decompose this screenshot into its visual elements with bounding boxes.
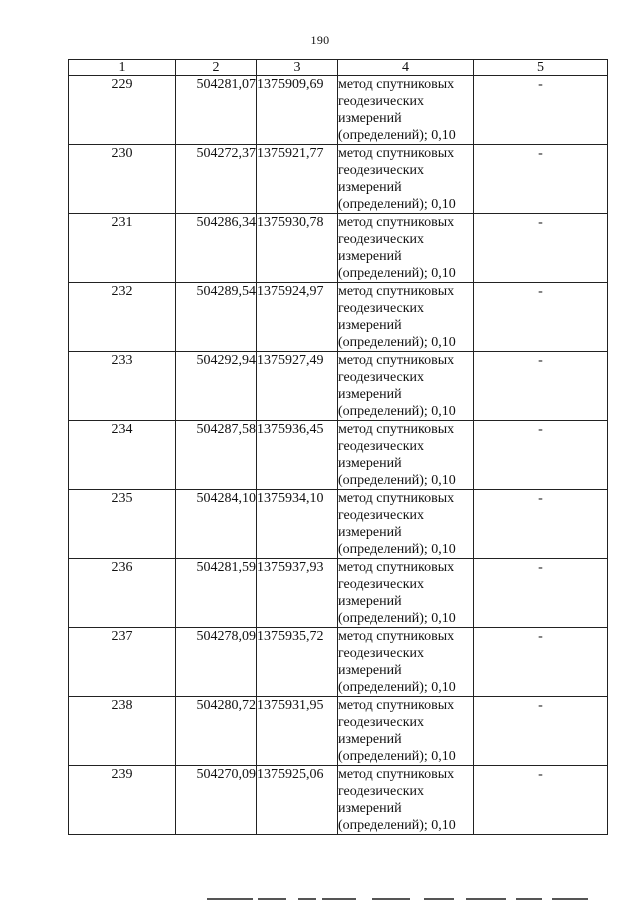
method-line: (определений); 0,10 (338, 680, 456, 695)
x-coordinate-cell: 504270,09 (176, 766, 257, 835)
method-cell (338, 559, 474, 628)
point-number-cell: 235 (69, 490, 176, 559)
method-line: геодезических (338, 508, 425, 523)
method-cell (338, 490, 474, 559)
table-row (69, 697, 608, 766)
method-cell (338, 145, 474, 214)
note-cell: - (474, 214, 608, 283)
note-cell: - (474, 352, 608, 421)
method-line: метод спутниковых (338, 422, 455, 437)
method-line: метод спутниковых (338, 629, 455, 644)
x-coordinate-cell: 504286,34 (176, 214, 257, 283)
note-cell: - (474, 628, 608, 697)
method-cell (338, 214, 474, 283)
method-line: (определений); 0,10 (338, 749, 456, 764)
method-line: (определений); 0,10 (338, 404, 456, 419)
method-line: геодезических (338, 232, 425, 247)
method-line: метод спутниковых (338, 767, 455, 782)
point-number-cell: 231 (69, 214, 176, 283)
method-line: измерений (338, 732, 402, 747)
header-col-3: 3 (257, 60, 338, 76)
method-line: измерений (338, 180, 402, 195)
method-line: измерений (338, 111, 402, 126)
method-line: геодезических (338, 370, 425, 385)
method-line: измерений (338, 594, 402, 609)
x-coordinate-cell: 504278,09 (176, 628, 257, 697)
y-coordinate-cell: 1375937,93 (257, 559, 338, 628)
y-coordinate-cell: 1375921,77 (257, 145, 338, 214)
point-number-cell: 229 (69, 76, 176, 145)
method-line: геодезических (338, 646, 425, 661)
page-number: 190 (310, 33, 330, 47)
method-line: (определений); 0,10 (338, 818, 456, 833)
y-coordinate-cell: 1375927,49 (257, 352, 338, 421)
method-line: метод спутниковых (338, 77, 455, 92)
footer-rule (516, 898, 542, 900)
y-coordinate-cell: 1375934,10 (257, 490, 338, 559)
table-body (69, 76, 608, 835)
method-line: измерений (338, 318, 402, 333)
method-line: геодезических (338, 301, 425, 316)
y-coordinate-cell: 1375924,97 (257, 283, 338, 352)
y-coordinate-cell: 1375925,06 (257, 766, 338, 835)
point-number-cell: 233 (69, 352, 176, 421)
x-coordinate-cell: 504281,59 (176, 559, 257, 628)
x-coordinate-cell: 504287,58 (176, 421, 257, 490)
point-number-cell: 234 (69, 421, 176, 490)
method-line: (определений); 0,10 (338, 473, 456, 488)
note-cell: - (474, 697, 608, 766)
method-cell (338, 697, 474, 766)
note-cell: - (474, 559, 608, 628)
x-coordinate-cell: 504292,94 (176, 352, 257, 421)
table-row (69, 559, 608, 628)
note-cell: - (474, 421, 608, 490)
method-line: геодезических (338, 439, 425, 454)
method-line: метод спутниковых (338, 560, 455, 575)
x-coordinate-cell: 504280,72 (176, 697, 257, 766)
header-col-2: 2 (176, 60, 257, 76)
table-row (69, 352, 608, 421)
method-line: геодезических (338, 715, 425, 730)
footer-rule (466, 898, 506, 900)
footer-rule (322, 898, 356, 900)
method-cell (338, 76, 474, 145)
point-number-cell: 232 (69, 283, 176, 352)
table-row (69, 766, 608, 835)
method-cell (338, 352, 474, 421)
footer-rule (552, 898, 588, 900)
point-number-cell: 230 (69, 145, 176, 214)
table-row (69, 490, 608, 559)
method-line: геодезических (338, 163, 425, 178)
note-cell: - (474, 766, 608, 835)
point-number-cell: 239 (69, 766, 176, 835)
method-line: измерений (338, 249, 402, 264)
table-row (69, 628, 608, 697)
y-coordinate-cell: 1375931,95 (257, 697, 338, 766)
table-row (69, 283, 608, 352)
method-line: измерений (338, 525, 402, 540)
y-coordinate-cell: 1375935,72 (257, 628, 338, 697)
point-number-cell: 238 (69, 697, 176, 766)
method-line: (определений); 0,10 (338, 611, 456, 626)
x-coordinate-cell: 504289,54 (176, 283, 257, 352)
point-number-cell: 237 (69, 628, 176, 697)
y-coordinate-cell: 1375909,69 (257, 76, 338, 145)
x-coordinate-cell: 504272,37 (176, 145, 257, 214)
y-coordinate-cell: 1375936,45 (257, 421, 338, 490)
method-line: метод спутниковых (338, 353, 455, 368)
method-line: измерений (338, 663, 402, 678)
x-coordinate-cell: 504284,10 (176, 490, 257, 559)
note-cell: - (474, 490, 608, 559)
method-line: (определений); 0,10 (338, 197, 456, 212)
method-line: метод спутниковых (338, 284, 455, 299)
x-coordinate-cell: 504281,07 (176, 76, 257, 145)
table-header-row (69, 60, 608, 76)
method-line: метод спутниковых (338, 215, 455, 230)
footer-rule (424, 898, 454, 900)
method-line: (определений); 0,10 (338, 542, 456, 557)
method-line: геодезических (338, 577, 425, 592)
method-cell (338, 283, 474, 352)
footer-rule (258, 898, 286, 900)
method-line: геодезических (338, 784, 425, 799)
method-cell (338, 766, 474, 835)
point-number-cell: 236 (69, 559, 176, 628)
header-col-5: 5 (474, 60, 608, 76)
footer-rule (207, 898, 253, 900)
table-row (69, 76, 608, 145)
method-line: измерений (338, 801, 402, 816)
method-cell (338, 628, 474, 697)
header-col-4: 4 (338, 60, 474, 76)
method-line: (определений); 0,10 (338, 128, 456, 143)
method-line: метод спутниковых (338, 698, 455, 713)
coordinates-table (68, 59, 608, 835)
footer-rule (298, 898, 316, 900)
table-row (69, 145, 608, 214)
method-line: геодезических (338, 94, 425, 109)
table-row (69, 214, 608, 283)
method-line: измерений (338, 387, 402, 402)
table-row (69, 421, 608, 490)
method-line: метод спутниковых (338, 146, 455, 161)
note-cell: - (474, 283, 608, 352)
note-cell: - (474, 145, 608, 214)
method-line: (определений); 0,10 (338, 266, 456, 281)
y-coordinate-cell: 1375930,78 (257, 214, 338, 283)
method-line: (определений); 0,10 (338, 335, 456, 350)
header-col-1: 1 (69, 60, 176, 76)
method-line: измерений (338, 456, 402, 471)
method-cell (338, 421, 474, 490)
note-cell: - (474, 76, 608, 145)
footer-rule (372, 898, 410, 900)
method-line: метод спутниковых (338, 491, 455, 506)
